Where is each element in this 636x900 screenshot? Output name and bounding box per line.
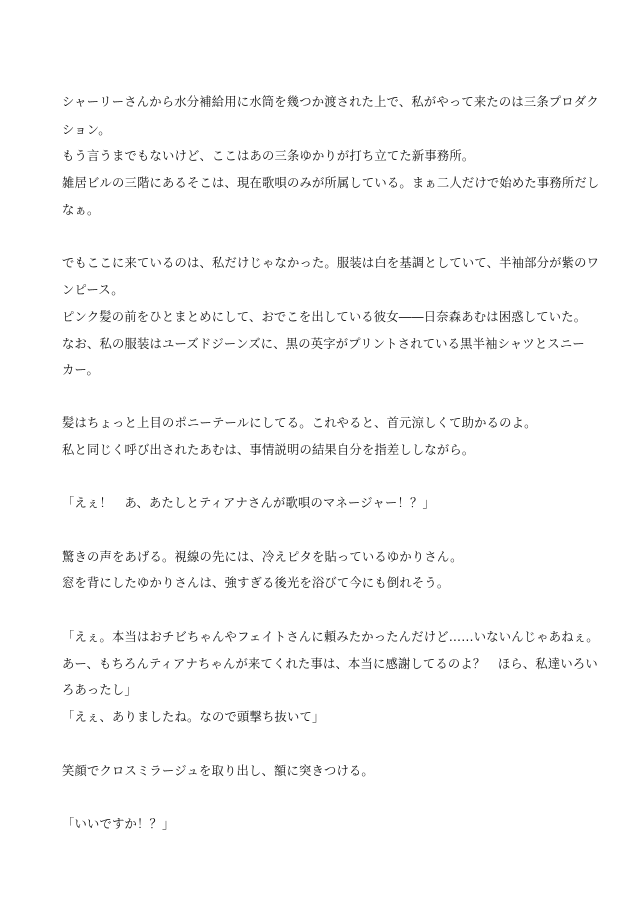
- paragraph-line: もう言うまでもないけど、ここはあの三条ゆかりが打ち立てた新事務所。: [62, 149, 475, 163]
- paragraph-line: 雑居ビルの三階にあるそこは、現在歌唄のみが所属している。まぁ二人だけで始めた事務所だし: [62, 176, 600, 190]
- paragraph-line: 私と同じく呼び出されたあむは、事情説明の結果自分を指差ししながら。: [62, 443, 475, 457]
- paragraph-line: ション。: [62, 123, 111, 137]
- paragraph-line: ンピース。: [62, 283, 124, 297]
- dialogue-line: 「えぇ。本当はおチビちゃんやフェイトさんに頼みたかったんだけど……いないんじゃあねぇ。: [62, 630, 599, 644]
- paragraph-line: なぁ。: [62, 203, 100, 217]
- paragraph-line: ピンク髪の前をひとまとめにして、おでこを出している彼女――日奈森あむは困惑していた。: [62, 310, 587, 324]
- dialogue-line: 「えぇ！ あ、あたしとティアナさんが歌唄のマネージャー！？」: [62, 496, 435, 510]
- paragraph-line: 笑顔でクロスミラージュを取り出し、額に突きつける。: [62, 764, 374, 778]
- dialogue-line: ろあったし」: [62, 683, 137, 697]
- dialogue-line: あー、もちろんティアナちゃんが来てくれた事は、本当に感謝してるのよ？ ほら、私達いろい: [62, 657, 598, 671]
- paragraph-line: シャーリーさんから水分補給用に水筒を幾つか渡された上で、私がやって来たのは三条プロダク: [62, 95, 599, 109]
- dialogue-line: 「いいですか！？」: [62, 817, 175, 831]
- paragraph-line: 窓を背にしたゆかりさんは、強すぎる後光を浴びて今にも倒れそう。: [62, 576, 450, 590]
- paragraph-line: なお、私の服装はユーズドジーンズに、黒の英字がプリントされている黒半袖シャツとスニー: [62, 337, 585, 351]
- paragraph-line: 驚きの声をあげる。視線の先には、冷えピタを貼っているゆかりさん。: [62, 550, 463, 564]
- paragraph-line: カー。: [62, 363, 99, 377]
- dialogue-line: 「えぇ、ありましたね。なので頭撃ち抜いて」: [62, 710, 325, 724]
- paragraph-line: でもここに来ているのは、私だけじゃなかった。服装は白を基調としていて、半袖部分が紫のワ: [62, 256, 600, 270]
- paragraph-line: 髪はちょっと上目のポニーテールにしてる。これやると、首元涼しくて助かるのよ。: [62, 416, 537, 430]
